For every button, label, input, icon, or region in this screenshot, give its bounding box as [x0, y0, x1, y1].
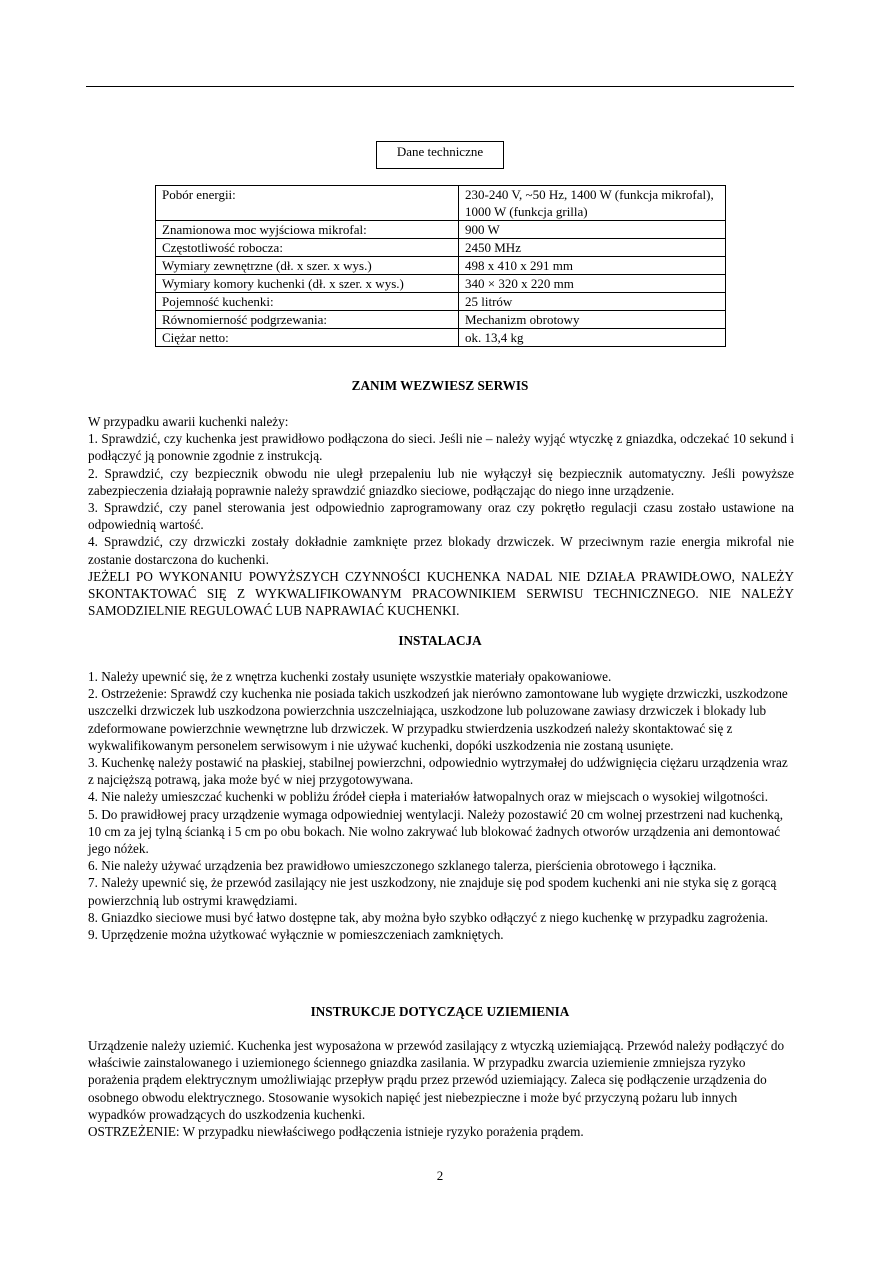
table-row [156, 293, 726, 311]
service-item: 2. Sprawdzić, czy bezpiecznik obwodu nie uległ przepaleniu lub nie wyłączył się bezpiecznik automatyczny. Jeśli powyższe zabezpieczenia działają poprawnie należy sprawdzić gniazdko sieciowe, podłączając do niego inne urządzenie. [88, 465, 794, 498]
table-row [156, 257, 726, 275]
install-item: 5. Do prawidłowej pracy urządzenie wymaga odpowiedniej wentylacji. Należy pozostawić 20 cm wolnej przestrzeni nad kuchenką, 10 cm za jej tylną ścianką i 5 cm po obu bokach. Nie wolno zakrywać lub blokować żadnych otworów urządzenia ani demontować jego nóżek. [88, 806, 784, 857]
install-item: 9. Uprzędzenie można użytkować wyłącznie w pomieszczeniach zamkniętych. [88, 927, 504, 943]
ground-heading: INSTRUKCJE DOTYCZĄCE UZIEMIENIA [310, 1004, 570, 1019]
spec-value: 2450 MHz [459, 239, 726, 257]
spec-table [155, 185, 726, 347]
table-row [156, 221, 726, 239]
install-section [88, 668, 794, 943]
install-item: 3. Kuchenkę należy postawić na płaskiej, stabilnej powierzchni, odpowiednio wytrzymałej do udźwignięcia ciężaru urządzenia wraz z najcięższą potrawą, jaka może być w niej przygotowywana. [88, 755, 788, 788]
spec-value: 498 x 410 x 291 mm [459, 257, 726, 275]
spec-label: Znamionowa moc wyjściowa mikrofal: [156, 221, 459, 239]
table-row [156, 329, 726, 347]
ground-warning: OSTRZEŻENIE: W przypadku niewłaściwego podłączenia istnieje ryzyko porażenia prądem. [88, 1124, 584, 1140]
ground-section [88, 1037, 794, 1140]
spec-value: 900 W [459, 221, 726, 239]
spec-label: Pojemność kuchenki: [156, 293, 459, 311]
service-item: 1. Sprawdzić, czy kuchenka jest prawidłowo podłączona do sieci. Jeśli nie – należy wyjąć wtyczkę z gniazdka, odczekać 10 sekund i podłączyć ją ponownie zgodnie z instrukcją. [88, 431, 794, 464]
spec-value: 340 × 320 x 220 mm [459, 275, 726, 293]
spec-title: Dane techniczne [376, 141, 504, 169]
spec-label: Równomierność podgrzewania: [156, 311, 459, 329]
table-row [156, 275, 726, 293]
service-item: 3. Sprawdzić, czy panel sterowania jest odpowiednio zaprogramowany oraz czy pokrętło regulacji czasu zostało ustawione na odpowiednią wartość. [88, 500, 794, 533]
install-item: 4. Nie należy umieszczać kuchenki w pobliżu źródeł ciepła i materiałów łatwopalnych oraz w miejscach o wysokiej wilgotności. [88, 789, 769, 805]
install-item: 2. Ostrzeżenie: Sprawdź czy kuchenka nie posiada takich uszkodzeń jak nierówno zamontowane lub wygięte drzwiczki, uszkodzone uszczelki drzwiczek lub uszkodzona powierzchnia uszczelniająca, uszkodzone lub poluzowane zawiasy drzwiczek i blokady lub zdeformowane powierzchnie wewnętrzne lub drzwiczek. W przypadku stwierdzenia uszkodzeń należy skontaktować się z wykwalifikowanym personelem serwisowym i nie używać kuchenki, dopóki uszkodzenia nie zostaną usunięte. [88, 686, 788, 753]
spec-value: Mechanizm obrotowy [459, 311, 726, 329]
spec-value: ok. 13,4 kg [459, 329, 726, 347]
install-item: 7. Należy upewnić się, że przewód zasilający nie jest uszkodzony, nie znajduje się pod spodem kuchenki ani nie styka się z gorącą powierzchnią lub ostrymi krawędziami. [88, 875, 777, 908]
install-heading: INSTALACJA [398, 633, 482, 648]
table-row [156, 186, 726, 221]
spec-label: Ciężar netto: [156, 329, 459, 347]
ground-paragraph: Urządzenie należy uziemić. Kuchenka jest wyposażona w przewód zasilający z wtyczką uziemiającą. Przewód należy podłączyć do właściwie zainstalowanego i uziemionego ściennego gniazdka zasilania. W przypadku zwarcia uziemienie zmniejsza ryzyko porażenia prądem elektrycznym umożliwiając przepływ prądu przez przewód uziemiający. Zaleca się podłączenie urządzenia do osobnego obwodu elektrycznego. Stosowanie wysokich napięć jest niebezpieczne i może być przyczyną pożaru lub innych wypadków prowadzących do uszkodzenia kuchenki. [88, 1038, 785, 1122]
spec-label: Częstotliwość robocza: [156, 239, 459, 257]
service-heading: ZANIM WEZWIESZ SERWIS [351, 378, 529, 393]
page-number: 2 [436, 1168, 444, 1183]
service-section [88, 413, 794, 619]
table-row [156, 239, 726, 257]
service-item: 4. Sprawdzić, czy drzwiczki zostały dokładnie zamknięte przez blokady drzwiczek. W przeciwnym razie energia mikrofal nie zostanie dostarczona do kuchenki. [88, 534, 794, 567]
install-item: 6. Nie należy używać urządzenia bez prawidłowo umieszczonego szklanego talerza, pierścienia obrotowego i łącznika. [88, 858, 717, 874]
spec-label: Wymiary zewnętrzne (dł. x szer. x wys.) [156, 257, 459, 275]
spec-value: 230-240 V, ~50 Hz, 1400 W (funkcja mikrofal), 1000 W (funkcja grilla) [459, 186, 726, 221]
install-item: 1. Należy upewnić się, że z wnętrza kuchenki zostały usunięte wszystkie materiały opakowaniowe. [88, 669, 612, 684]
spec-value: 25 litrów [459, 293, 726, 311]
spec-label: Pobór energii: [156, 186, 459, 221]
table-row [156, 311, 726, 329]
install-item: 8. Gniazdko sieciowe musi być łatwo dostępne tak, aby można było szybko odłączyć z niego kuchenkę w przypadku zagrożenia. [88, 909, 769, 925]
service-intro: W przypadku awarii kuchenki należy: [88, 414, 289, 429]
service-warning: JEŻELI PO WYKONANIU POWYŻSZYCH CZYNNOŚCI KUCHENKA NADAL NIE DZIAŁA PRAWIDŁOWO, NALEŻY SKONTAKTOWAĆ SIĘ Z WYKWALIFIKOWANYM PRACOWNIKIEM SERWISU TECHNICZNEGO. NIE NALEŻY SAMODZIELNIE REGULOWAĆ LUB NAPRAWIAĆ KUCHENKI. [88, 568, 794, 619]
header-rule [86, 86, 794, 87]
spec-label: Wymiary komory kuchenki (dł. x szer. x wys.) [156, 275, 459, 293]
